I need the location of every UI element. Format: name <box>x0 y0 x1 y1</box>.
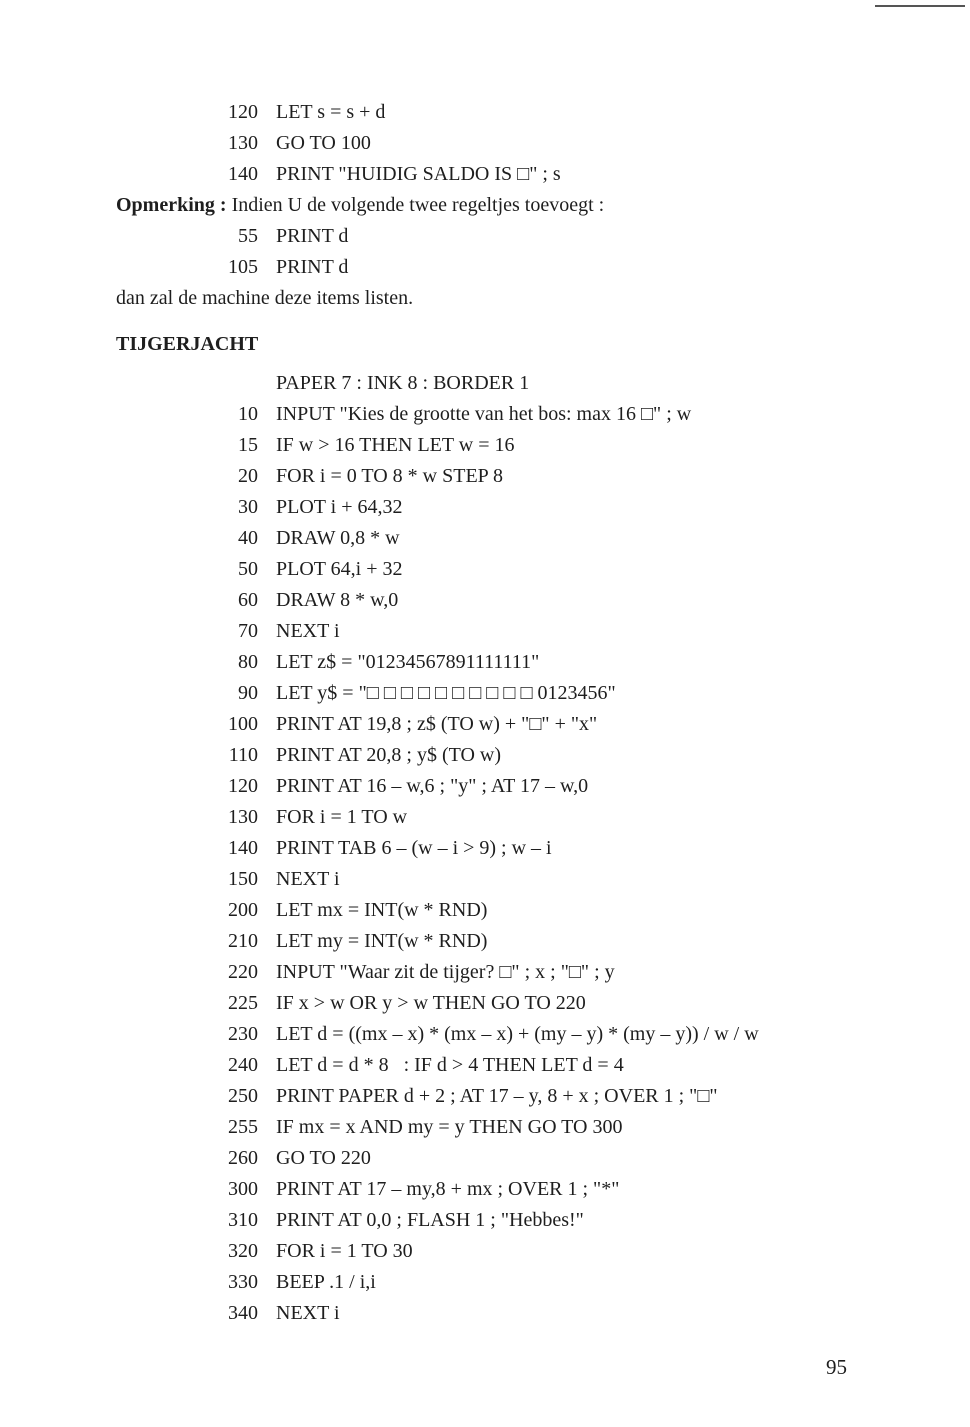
line-number: 210 <box>228 930 258 952</box>
code-statement: PLOT 64,i + 32 <box>276 558 403 580</box>
code-statement: NEXT i <box>276 868 340 890</box>
line-number: 110 <box>228 744 258 766</box>
code-statement: BEEP .1 / i,i <box>276 1271 376 1293</box>
code-statement: PRINT AT 0,0 ; FLASH 1 ; "Hebbes!" <box>276 1209 584 1231</box>
code-statement: NEXT i <box>276 620 340 642</box>
code-statement: PLOT i + 64,32 <box>276 496 403 518</box>
line-number: 70 <box>238 620 258 642</box>
line-number: 40 <box>238 527 258 549</box>
line-number: 200 <box>228 899 258 921</box>
line-number: 250 <box>228 1085 258 1107</box>
code-statement: LET my = INT(w * RND) <box>276 930 488 952</box>
section-heading: TIJGERJACHT <box>116 333 259 355</box>
line-number: 80 <box>238 651 258 673</box>
code-statement: LET s = s + d <box>276 101 386 123</box>
code-statement: FOR i = 1 TO w <box>276 806 408 828</box>
line-number: 340 <box>228 1302 258 1324</box>
code-statement: GO TO 100 <box>276 132 371 154</box>
remark-conclusion: dan zal de machine deze items listen. <box>116 287 414 309</box>
code-statement: IF mx = x AND my = y THEN GO TO 300 <box>276 1116 623 1138</box>
code-statement: INPUT "Waar zit de tijger? □" ; x ; "□" ; y <box>276 961 615 983</box>
code-statement: LET z$ = "01234567891111111" <box>276 651 540 673</box>
code-statement: LET d = ((mx – x) * (mx – x) + (my – y) * (my – y)) / w / w <box>276 1023 759 1045</box>
line-number: 130 <box>228 132 258 154</box>
code-statement: IF x > w OR y > w THEN GO TO 220 <box>276 992 586 1014</box>
line-number: 20 <box>238 465 258 487</box>
code-statement: IF w > 16 THEN LET w = 16 <box>276 434 515 456</box>
code-statement: PRINT "HUIDIG SALDO IS □" ; s <box>276 163 561 185</box>
code-statement: PRINT AT 17 – my,8 + mx ; OVER 1 ; "*" <box>276 1178 620 1200</box>
code-statement: INPUT "Kies de grootte van het bos: max 16 □" ; w <box>276 403 692 425</box>
code-statement: PRINT AT 20,8 ; y$ (TO w) <box>276 744 502 766</box>
line-number: 60 <box>238 589 258 611</box>
line-number: 225 <box>228 992 258 1014</box>
code-statement: DRAW 0,8 * w <box>276 527 400 549</box>
page-edge-rule <box>875 5 965 7</box>
code-statement: PRINT AT 16 – w,6 ; "y" ; AT 17 – w,0 <box>276 775 589 797</box>
code-statement: DRAW 8 * w,0 <box>276 589 399 611</box>
line-number: 15 <box>238 434 258 456</box>
line-number: 140 <box>228 163 258 185</box>
remark-label: Opmerking : <box>116 194 227 216</box>
line-number: 310 <box>228 1209 258 1231</box>
line-number: 140 <box>228 837 258 859</box>
code-statement: PRINT PAPER d + 2 ; AT 17 – y, 8 + x ; OVER 1 ; "□" <box>276 1085 718 1107</box>
line-number: 90 <box>238 682 258 704</box>
page-number: 95 <box>826 1355 847 1379</box>
remark-paragraph <box>116 193 604 217</box>
code-statement: LET d = d * 8 : IF d > 4 THEN LET d = 4 <box>276 1054 624 1076</box>
line-number: 240 <box>228 1054 258 1076</box>
code-statement: LET y$ = "□ □ □ □ □ □ □ □ □ □ 0123456" <box>276 682 616 704</box>
program-intro: PAPER 7 : INK 8 : BORDER 1 <box>276 372 530 394</box>
line-number: 320 <box>228 1240 258 1262</box>
line-number: 30 <box>238 496 258 518</box>
line-number: 255 <box>228 1116 258 1138</box>
line-number: 120 <box>228 101 258 123</box>
line-number: 220 <box>228 961 258 983</box>
line-number: 300 <box>228 1178 258 1200</box>
code-statement: PRINT AT 19,8 ; z$ (TO w) + "□" + "x" <box>276 713 598 735</box>
code-statement: PRINT d <box>276 225 349 247</box>
code-statement: PRINT TAB 6 – (w – i > 9) ; w – i <box>276 837 552 859</box>
line-number: 260 <box>228 1147 258 1169</box>
line-number: 120 <box>228 775 258 797</box>
code-statement: NEXT i <box>276 1302 340 1324</box>
line-number: 55 <box>238 225 258 247</box>
code-statement: FOR i = 0 TO 8 * w STEP 8 <box>276 465 504 487</box>
line-number: 150 <box>228 868 258 890</box>
line-number: 130 <box>228 806 258 828</box>
line-number: 50 <box>238 558 258 580</box>
code-statement: FOR i = 1 TO 30 <box>276 1240 413 1262</box>
code-statement: GO TO 220 <box>276 1147 371 1169</box>
code-statement: PRINT d <box>276 256 349 278</box>
code-statement: LET mx = INT(w * RND) <box>276 899 488 921</box>
remark-text: Indien U de volgende twee regeltjes toevoegt : <box>226 194 605 216</box>
line-number: 105 <box>228 256 258 278</box>
line-number: 330 <box>228 1271 258 1293</box>
line-number: 10 <box>238 403 258 425</box>
line-number: 100 <box>228 713 258 735</box>
line-number: 230 <box>228 1023 258 1045</box>
